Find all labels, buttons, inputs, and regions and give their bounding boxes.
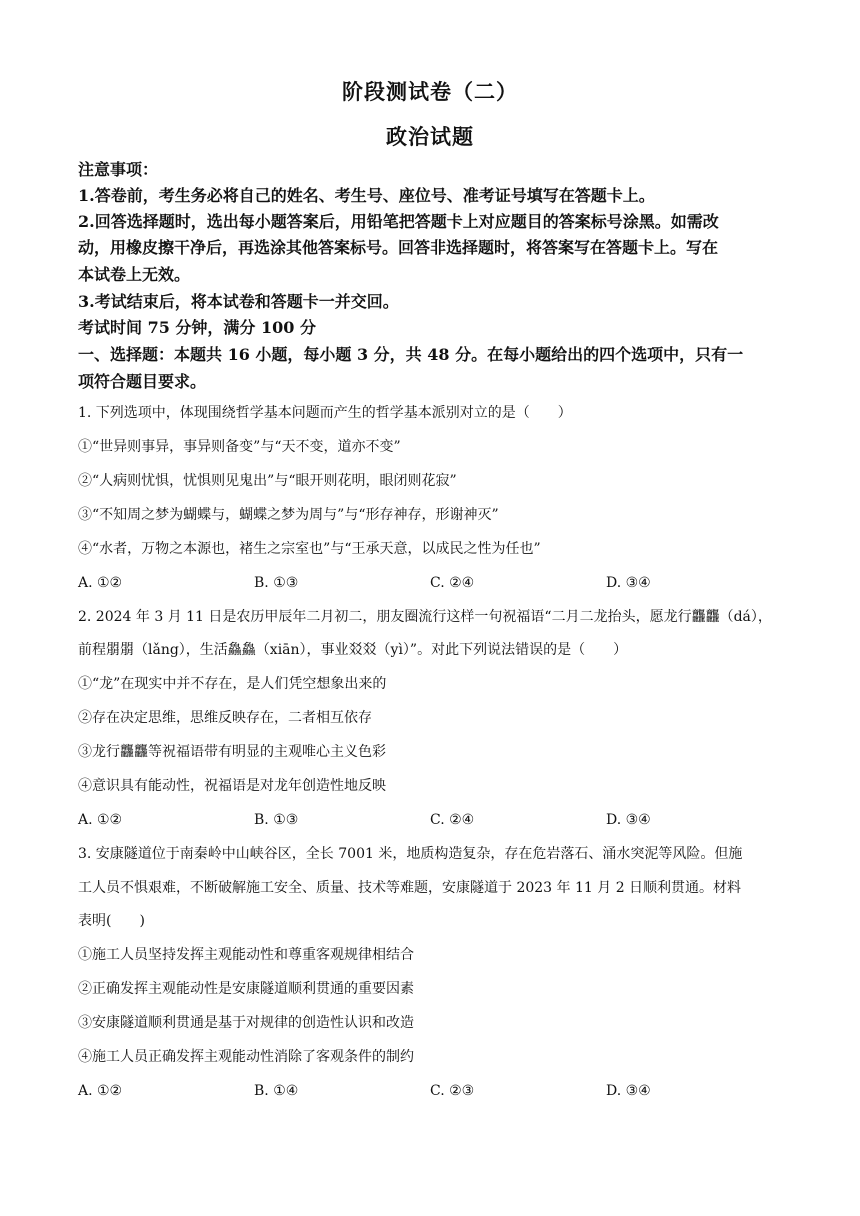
question-stem: 前程朤朤（lǎng），生活鱻鱻（xiān），事业㸚㸚（yì）”。对此下列说法错误的是（ ） <box>78 642 628 658</box>
question-item: ③“不知周之梦为蝴蝶与，蝴蝶之梦为周与”与“形存神存，形谢神灭” <box>78 507 499 523</box>
notice-line: 动，用橡皮擦干净后，再选涂其他答案标号。回答非选择题时，将答案写在答题卡上。写在 <box>78 238 719 257</box>
option-d: D. ③④ <box>606 1083 651 1099</box>
question-item: ④意识具有能动性，祝福语是对龙年创造性地反映 <box>78 778 386 794</box>
section-heading: 项符合题目要求。 <box>78 372 207 391</box>
question-stem: 工人员不惧艰难，不断破解施工安全、质量、技术等难题，安康隧道于 2023 年 11 月 2 日顺利贯通。材料 <box>78 880 742 896</box>
option-c: C. ②④ <box>430 575 475 591</box>
question-item: ②存在决定思维，思维反映存在，二者相互依存 <box>78 710 372 726</box>
answer-options <box>78 573 786 593</box>
question-item: ①“龙”在现实中并不存在，是人们凭空想象出来的 <box>78 676 387 692</box>
notice-heading: 注意事项： <box>78 160 159 179</box>
notice-line: 本试卷上无效。 <box>78 265 191 284</box>
option-b: B. ①③ <box>254 575 299 591</box>
notice-line: 3.考试结束后，将本试卷和答题卡一并交回。 <box>78 292 399 311</box>
question-item: ③龙行龘龘等祝福语带有明显的主观唯心主义色彩 <box>78 744 386 760</box>
option-d: D. ③④ <box>606 812 651 828</box>
question-item: ①施工人员坚持发挥主观能动性和尊重客观规律相结合 <box>78 947 414 963</box>
answer-options <box>78 810 786 830</box>
question-stem: 2. 2024 年 3 月 11 日是农历甲辰年二月初二，朋友圈流行这样一句祝福语“二月二龙抬头，愿龙行龘龘（dá）， <box>78 609 772 625</box>
option-c: C. ②④ <box>430 812 475 828</box>
notice-line: 1.答卷前，考生务必将自己的姓名、考生号、座位号、准考证号填写在答题卡上。 <box>78 186 655 205</box>
question-item: ④“水者，万物之本源也，褚生之宗室也”与“王承天意，以成民之性为任也” <box>78 541 541 557</box>
question-item: ②正确发挥主观能动性是安康隧道顺利贯通的重要因素 <box>78 981 414 997</box>
question-item: ①“世异则事异，事异则备变”与“天不变，道亦不变” <box>78 439 401 455</box>
option-c: C. ②③ <box>430 1083 475 1099</box>
question-item: ②“人病则忧惧，忧惧则见鬼出”与“眼开则花明，眼闭则花寂” <box>78 473 457 489</box>
exam-time: 考试时间 75 分钟，满分 100 分 <box>78 318 316 337</box>
option-b: B. ①④ <box>254 1083 299 1099</box>
option-a: A. ①② <box>78 812 123 828</box>
option-a: A. ①② <box>78 1083 123 1099</box>
notice-line: 2.回答选择题时，选出每小题答案后，用铅笔把答题卡上对应题目的答案标号涂黑。如需改 <box>78 212 719 231</box>
question-stem: 1. 下列选项中，体现围绕哲学基本问题而产生的哲学基本派别对立的是（ ） <box>78 405 572 421</box>
page-title: 阶段测试卷（二） <box>342 79 518 104</box>
option-d: D. ③④ <box>606 575 651 591</box>
option-a: A. ①② <box>78 575 123 591</box>
question-stem: 表明( ) <box>78 913 145 929</box>
answer-options <box>78 1081 786 1101</box>
option-b: B. ①③ <box>254 812 299 828</box>
question-stem: 3. 安康隧道位于南秦岭中山峡谷区，全长 7001 米，地质构造复杂，存在危岩落石、涌水突泥等风险。但施 <box>78 846 743 862</box>
section-heading: 一、选择题：本题共 16 小题，每小题 3 分，共 48 分。在每小题给出的四个选项中，只有一 <box>78 345 744 364</box>
question-item: ④施工人员正确发挥主观能动性消除了客观条件的制约 <box>78 1049 414 1065</box>
question-item: ③安康隧道顺利贯通是基于对规律的创造性认识和改造 <box>78 1015 414 1031</box>
page-subtitle: 政治试题 <box>386 124 474 149</box>
